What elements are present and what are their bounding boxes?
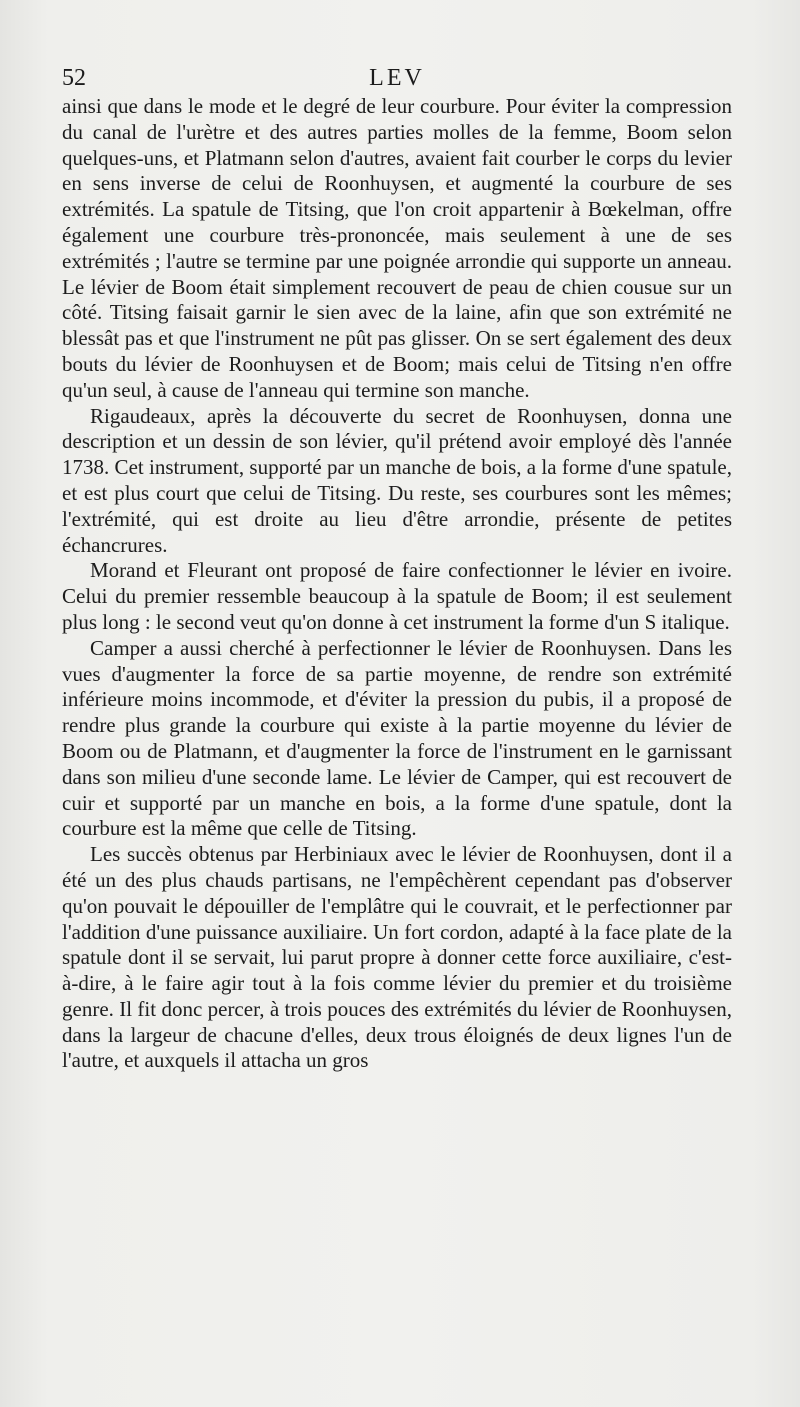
text-block (62, 62, 732, 1074)
body-text (62, 94, 732, 1074)
paragraph-continuation: ainsi que dans le mode et le degré de leur courbure. Pour éviter la compression du canal de l'urètre et des autres parties molles de la femme, Boom selon quelques-uns, et Platmann selon d'autres, avaient fait courber le corps du levier en sens inverse de celui de Roonhuysen, et augmenté la courbure de ses extrémités. La spatule de Titsing, que l'on croit appartenir à Bœkelman, offre également une courbure très-prononcée, mais seulement à une de ses extrémités ; l'autre se termine par une poignée arrondie qui supporte un anneau. Le lévier de Boom était simplement recouvert de peau de chien cousue sur un côté. Titsing faisait garnir le sien avec de la laine, afin que son extrémité ne blessât pas et que l'instrument ne pût pas glisser. On se sert également des deux bouts du lévier de Roonhuysen et de Boom; mais celui de Titsing n'en offre qu'un seul, à cause de l'anneau qui termine son manche. (62, 94, 732, 402)
running-title: LEV (369, 65, 425, 91)
paragraph-camper: Camper a aussi cherché à perfectionner le lévier de Roonhuysen. Dans les vues d'augmenter la force de sa partie moyenne, de rendre son extrémité inférieure moins incommode, et d'éviter la pression du pubis, il a proposé de rendre plus grande la courbure qui existe à la partie moyenne du lévier de Boom ou de Platmann, et d'augmenter la force de l'instrument en le garnissant dans son milieu d'une seconde lame. Le lévier de Camper, qui est recouvert de cuir et supporté par un manche en bois, a la forme d'une spatule, dont la courbure est la même que celle de Titsing. (62, 635, 732, 841)
paragraph-rigaudeaux: Rigaudeaux, après la découverte du secret de Roonhuysen, donna une description et un dessin de son lévier, qu'il prétend avoir employé dès l'année 1738. Cet instrument, supporté par un manche de bois, a la forme d'une spatule, et est plus court que celui de Titsing. Du reste, ses courbures sont les mêmes; l'extrémité, qui est droite au lieu d'être arrondie, présente de petites échancrures. (62, 403, 732, 557)
page-header (62, 62, 732, 94)
paragraph-morand-fleurant: Morand et Fleurant ont proposé de faire confectionner le lévier en ivoire. Celui du premier ressemble beaucoup à la spatule de Boom; il est seulement plus long : le second veut qu'on donne à cet instrument la forme d'un S italique. (62, 558, 732, 634)
page-number: 52 (62, 65, 86, 91)
paragraph-herbiniaux: Les succès obtenus par Herbiniaux avec le lévier de Roonhuysen, dont il a été un des plus chauds partisans, ne l'empêchèrent cependant pas d'observer qu'on pouvait le dépouiller de l'emplâtre qui le couvrait, et le perfectionner par l'addition d'une puissance auxiliaire. Un fort cordon, adapté à la face plate de la spatule dont il se servait, lui parut propre à donner cette force auxiliaire, c'est-à-dire, à le faire agir tout à la fois comme lévier du premier et du troisième genre. Il fit donc percer, à trois pouces des extrémités du lévier de Roonhuysen, dans la largeur de chacune d'elles, deux trous éloignés de deux lignes l'un de l'autre, et auxquels il attacha un gros (62, 842, 732, 1073)
